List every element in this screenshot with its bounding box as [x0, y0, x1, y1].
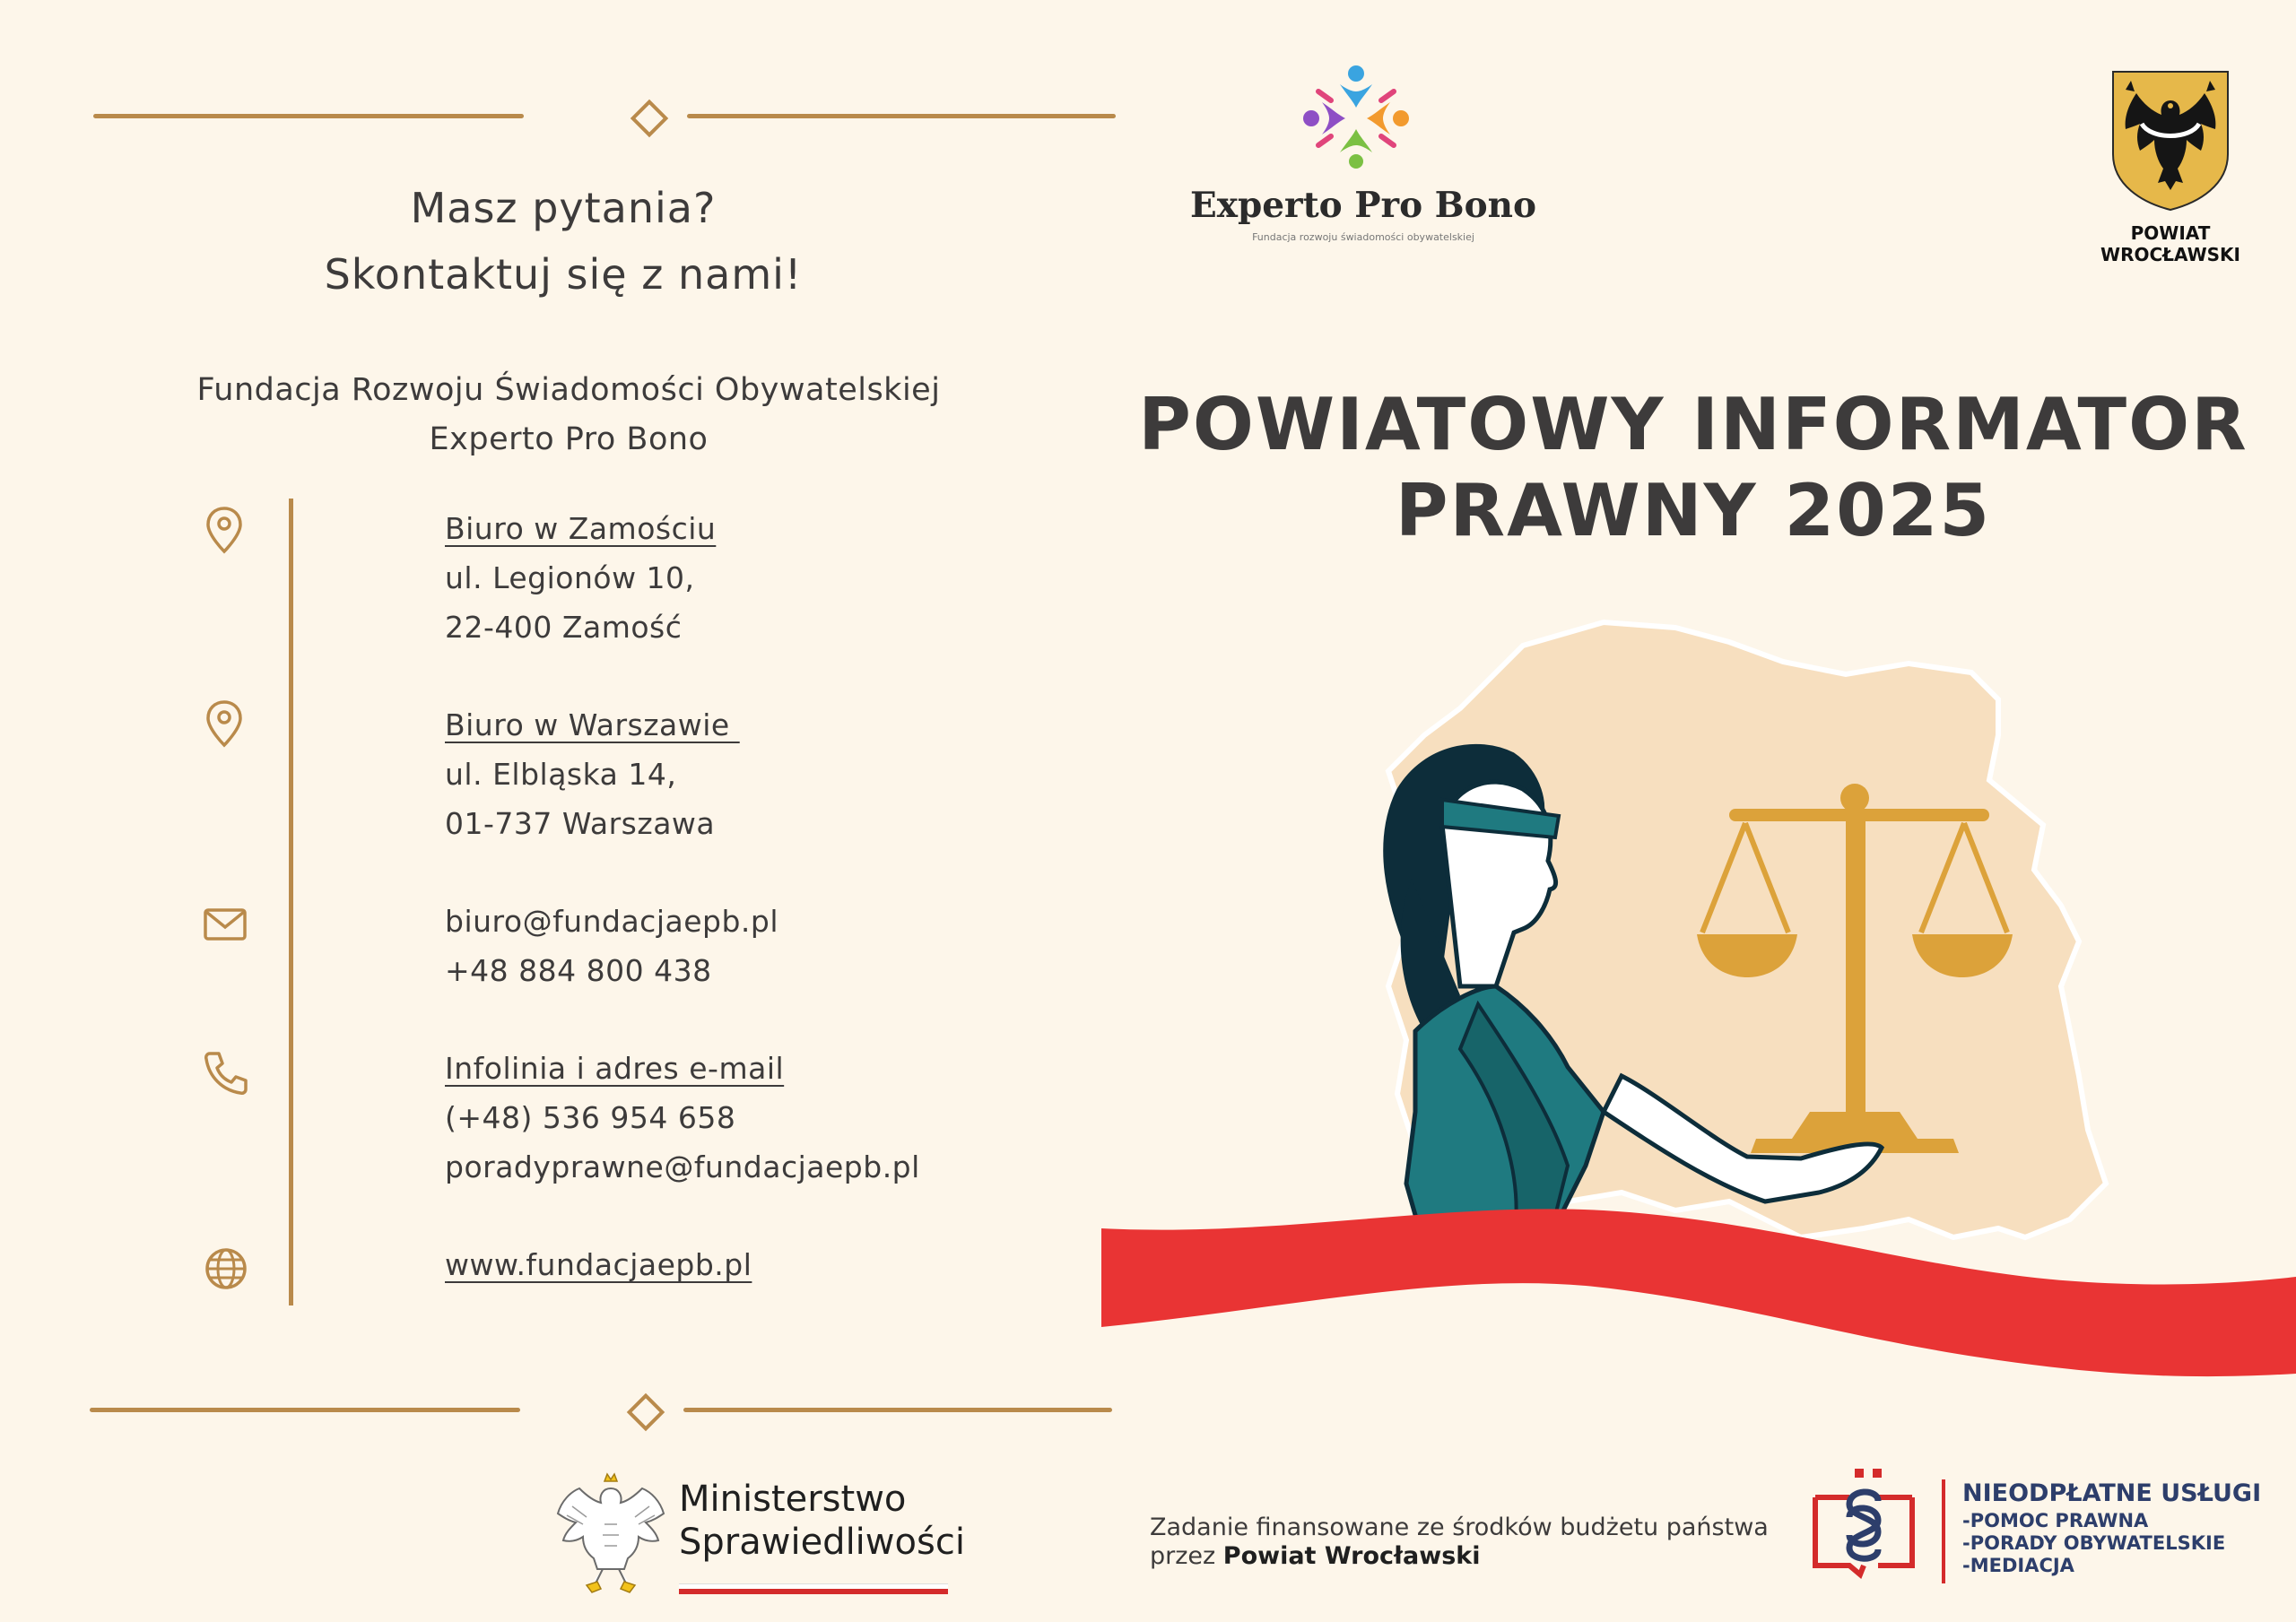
phone-icon — [201, 1048, 251, 1098]
organization-name-line2: Experto Pro Bono — [429, 421, 709, 457]
office-zamosc — [445, 504, 716, 652]
office-zamosc-street: ul. Legionów 10, — [445, 560, 695, 595]
contact-vertical-rule — [289, 499, 293, 1305]
website-link[interactable]: www.fundacjaepb.pl — [445, 1247, 752, 1282]
funding-note-line2 — [1150, 1542, 1769, 1571]
powiat-coat-of-arms — [2109, 68, 2231, 212]
ministry-name — [679, 1478, 965, 1564]
funding-bold: Powiat Wrocławski — [1222, 1542, 1481, 1570]
office-warszawa — [445, 700, 740, 848]
page-title — [1101, 382, 2285, 554]
office-warszawa-label: Biuro w Warszawie — [445, 707, 740, 742]
hotline-label: Infolinia i adres e-mail — [445, 1051, 785, 1086]
organization-name-line1: Fundacja Rozwoju Świadomości Obywatelskiej — [196, 372, 941, 408]
ministry-flag-stripe — [679, 1583, 948, 1594]
red-ribbon — [1101, 1209, 2296, 1376]
legal-aid-divider — [1942, 1479, 1945, 1583]
website — [445, 1240, 752, 1289]
ministry-name-line1: Ministerstwo — [679, 1479, 907, 1520]
hotline-phone[interactable]: (+48) 536 954 658 — [445, 1100, 736, 1135]
globe-icon — [201, 1244, 251, 1294]
powiat-label — [2072, 222, 2269, 265]
experto-pro-bono-logo-icon — [1300, 65, 1412, 169]
office-zamosc-label: Biuro w Zamościu — [445, 511, 717, 546]
legal-aid-service-1: -POMOC PRAWNA — [1962, 1510, 2149, 1531]
map-pin-icon — [199, 698, 249, 749]
legal-aid-title: NIEODPŁATNE USŁUGI — [1962, 1479, 2262, 1507]
hotline — [445, 1044, 920, 1192]
contact-heading — [0, 175, 1126, 308]
office-email-phone — [445, 897, 778, 995]
contact-heading-line1: Masz pytania? — [410, 184, 717, 232]
funding-note-line1: Zadanie finansowane ze środków budżetu państwa — [1150, 1514, 1769, 1541]
legal-aid-logo-icon — [1805, 1462, 1923, 1587]
funding-prefix: przez — [1150, 1542, 1223, 1570]
office-phone[interactable]: +48 884 800 438 — [445, 953, 712, 988]
funding-note — [1150, 1514, 1769, 1571]
legal-aid-service-3: -MEDIACJA — [1962, 1555, 2074, 1576]
powiat-label-line1: POWIAT — [2130, 222, 2211, 244]
legal-aid-text — [1962, 1478, 2261, 1577]
page-title-line1: POWIATOWY INFORMATOR — [1138, 383, 2248, 466]
powiat-label-line2: WROCŁAWSKI — [2100, 244, 2240, 265]
ministry-name-line2: Sprawiedliwości — [679, 1522, 965, 1563]
office-warszawa-street: ul. Elbląska 14, — [445, 757, 677, 792]
hotline-email[interactable]: poradyprawne@fundacjaepb.pl — [445, 1149, 920, 1184]
map-pin-icon — [199, 505, 249, 555]
office-zamosc-city: 22-400 Zamość — [445, 610, 683, 645]
page-title-line2: PRAWNY 2025 — [1395, 469, 1992, 552]
contact-heading-line2: Skontaktuj się z nami! — [324, 250, 803, 299]
organization-name — [0, 366, 1137, 464]
experto-pro-bono-logo-text: Experto Pro Bono — [1189, 185, 1537, 226]
office-email[interactable]: biuro@fundacjaepb.pl — [445, 904, 779, 939]
top-divider — [93, 101, 1022, 128]
legal-aid-service-2: -PORADY OBYWATELSKIE — [1962, 1532, 2226, 1554]
experto-pro-bono-tagline: Fundacja rozwoju świadomości obywatelskiej — [1252, 231, 1474, 243]
polish-eagle-emblem — [551, 1470, 671, 1596]
office-warszawa-city: 01-737 Warszawa — [445, 806, 716, 841]
lady-justice-illustration — [1101, 610, 2296, 1381]
mail-icon — [201, 899, 251, 950]
